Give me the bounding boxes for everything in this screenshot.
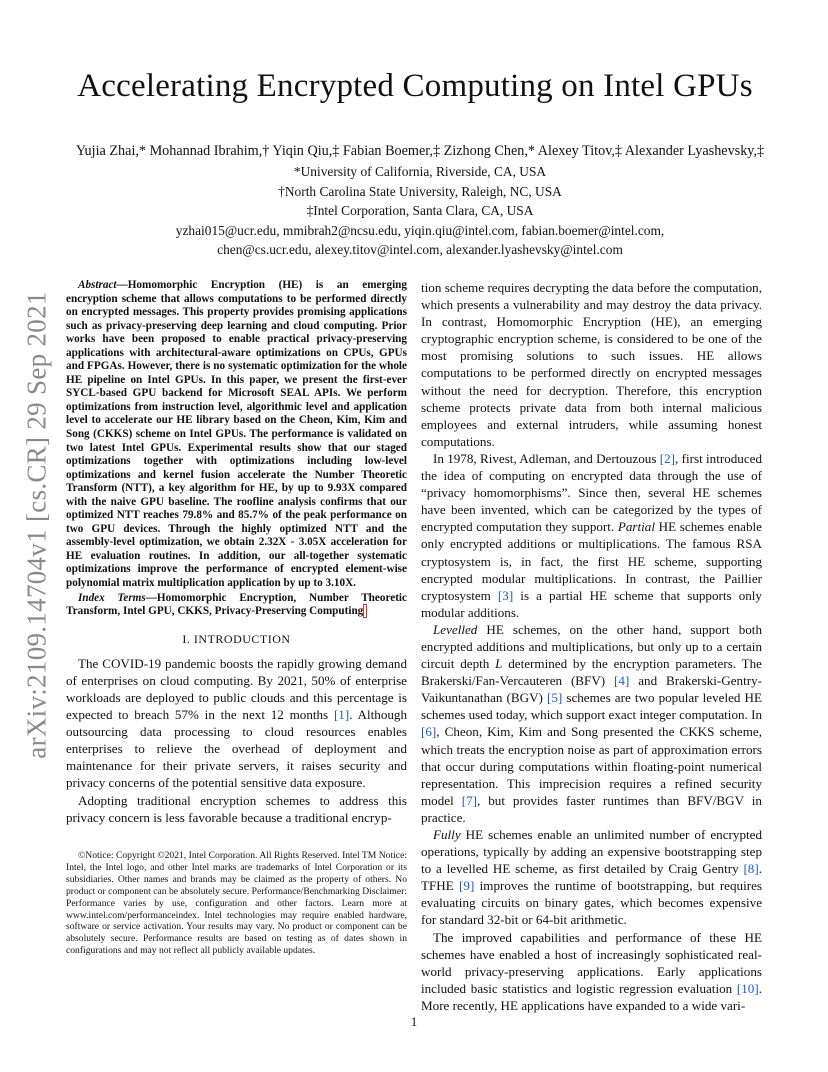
citation-link[interactable]: [6] — [421, 724, 437, 740]
right-paragraph-4: Fully HE schemes enable an unlimited number of encrypted operations, typically by adding an expensive bootstrapping step to a levelled HE scheme, as first detailed by Craig Gentry [8]. TFHE [9] improves the runtime of bootstrapping, but requires evaluating circuits on binary gates, which becomes expensive for standard 32-bit or 64-bit arithmetic. — [421, 827, 762, 928]
notice-text: ©Notice: Copyright ©2021, Intel Corporation. All Rights Reserved. Intel TM Notice: Intel, the Intel logo, and other Intel marks are trademarks of Intel Corporation or its subsidiaries. Other names and brands may be claimed as the property of others. No product or component can be absolutely secure. Performance/Benchmarking Disclaimer: Performance varies by use, configuration and other factors. Learn more at www.intel.com/performanceindex. Intel technologies may require enabled hardware, software or service activation. Your results may vary. No product or component can be absolutely secure. Performance results are based on testing as of dates shown in configurations and may not reflect all publicly available updates. — [66, 850, 407, 957]
paper-title: Accelerating Encrypted Computing on Intel GPUs — [77, 68, 753, 104]
section-heading-introduction: I. INTRODUCTION — [182, 631, 291, 646]
right-paragraph-5: The improved capabilities and performance of these HE schemes have enabled a host of increasingly sophisticated real-world privacy-preserving applications. Early applications included basic statistics and logistic regression evaluation [10]. More recently, HE applications have expanded to a wide vari- — [421, 929, 762, 1013]
citation-link[interactable]: [3] — [497, 587, 514, 603]
page-number: 1 — [410, 1014, 418, 1029]
citation-link[interactable]: [5] — [546, 690, 563, 706]
right-column — [421, 279, 762, 1014]
abstract-text: —Homomorphic Encryption (HE) is an emerging encryption scheme that allows computations to be performed directly on encrypted messages. This property provides promising applications such as privacy-preserving deep learning and cloud computing. Prior works have been proposed to enable practical privacy-preserving applications with architectural-aware optimizations on CPUs, GPUs and FPGAs. However, there is no systematic optimization for the whole HE pipeline on Intel GPUs. In this paper, we present the first-ever SYCL-based GPU backend for Microsoft SEAL APIs. We perform optimizations from instruction level, algorithmic level and application level to accelerate our HE library based on the Cheon, Kim, Kim and Song (CKKS) scheme on Intel GPUs. The performance is validated on two latest Intel GPUs. Experimental results show that our staged optimizations together with optimizations including low-level optimizations and kernel fusion accelerate the Number Theoretic Transform (NTT), a key algorithm for HE, by up to 9.93X compared with the naive GPU baseline. The roofline analysis confirms that our optimized NTT reaches 79.8% and 85.7% of the peak performance on two GPU devices. Through the highly optimized NTT and the assembly-level optimization, we obtain 2.32X - 3.05X acceleration for HE evaluation routines. In addition, our all-together systematic optimizations improve the performance of encrypted element-wise polynomial matrix multiplication application by up to 3.10X. — [66, 279, 407, 590]
copyright-notice — [66, 850, 407, 957]
left-column — [66, 279, 407, 826]
affiliation-ucr: *University of California, Riverside, CA, USA — [293, 164, 547, 179]
citation-link[interactable]: [2] — [659, 450, 676, 466]
citation-link[interactable]: [9] — [459, 878, 475, 894]
index-terms — [66, 592, 407, 619]
right-paragraph-1: tion scheme requires decrypting the data before the computation, which presents a vulnerability and may destroy the data privacy. In contrast, Homomorphic Encryption (HE), an emerging cryptographic encryption scheme, is considered to be one of the most promising solutions to such issues. HE allows computations to be performed directly on encrypted messages without the need for decryption. Therefore, this encryption scheme protects private data from both internal malicious employees and external intruders, while assuming honest computations. — [421, 280, 762, 449]
citation-link[interactable]: [7] — [461, 792, 477, 808]
affiliation-intel: ‡Intel Corporation, Santa Clara, CA, USA — [306, 203, 534, 218]
author-block — [40, 140, 800, 260]
affiliation-ncsu: †North Carolina State University, Raleigh, NC, USA — [278, 183, 562, 199]
author-emails-line-1: yzhai015@ucr.edu, mmibrah2@ncsu.edu, yiqin.qiu@intel.com, fabian.boemer@intel.com, — [175, 222, 665, 238]
abstract — [66, 279, 407, 591]
abstract-label: Abstract — [78, 279, 117, 291]
citation-link[interactable]: [4] — [614, 673, 630, 689]
citation-link[interactable]: [10] — [736, 980, 759, 996]
arxiv-id-label: arXiv:2109.14704v1 [cs.CR] 29 Sep 2021 — [21, 291, 52, 759]
right-paragraph-2: In 1978, Rivest, Adleman, and Dertouzous [2], first introduced the idea of computing on encrypted data through the use of “privacy homomorphisms”. Since then, several HE schemes have been invented, which can be categorized by the types of encrypted computation they support. Partial HE schemes enable only encrypted additions or multiplications. The famous RSA cryptosystem is, in fact, the first HE scheme, supporting encrypted modular multiplications. In contrast, the Paillier cryptosystem [3] is a partial HE scheme that supports only modular additions. — [421, 450, 762, 620]
intro-paragraph-2: Adopting traditional encryption schemes to address this privacy concern is less favorable because a traditional encryp- — [66, 792, 407, 825]
author-names: Yujia Zhai,* Mohannad Ibrahim,† Yiqin Qiu,‡ Fabian Boemer,‡ Zizhong Chen,* Alexey Titov,‡ Alexander Lyashevsky,‡ — [75, 143, 765, 159]
arxiv-sidebar-stamp — [22, 290, 52, 760]
right-paragraph-3: Levelled HE schemes, on the other hand, support both encrypted additions and multiplications, but only up to a certain circuit depth L determined by the encryption parameters. The Brakerski/Fan-Vercauteren (BFV) [4] and Brakerski-Gentry-Vaikuntanathan (BGV) [5] schemes are two popular leveled HE schemes used today, which support exact integer computation. In [6], Cheon, Kim, Kim and Song presented the CKKS scheme, which treats the encryption noise as part of approximation errors that occur during computations within floating-point numerical representation. This imprecision requires a refined security model [7], but provides faster runtimes than BFV/BGV in practice. — [421, 621, 763, 825]
intro-paragraph-1: The COVID-19 pandemic boosts the rapidly growing demand of enterprises on cloud computing. By 2021, 50% of enterprise workloads are deployed to public clouds and this percentage is expected to breach 57% in the next 12 months [1]. Although outsourcing data processing to cloud resources enables enterprises to relieve the overhead of deployment and maintenance for their private servers, it raises security and privacy concerns of the potential sensitive data exposure. — [66, 655, 408, 791]
author-emails-line-2: chen@cs.ucr.edu, alexey.titov@intel.com, alexander.lyashevsky@intel.com — [217, 242, 623, 257]
citation-link[interactable]: [1] — [333, 707, 350, 723]
citation-link[interactable]: [8] — [743, 861, 759, 877]
index-terms-text: —Homomorphic Encryption, Number Theoretic Transform, Intel GPU, CKKS, Privacy-Preserving Computing — [66, 591, 407, 618]
index-terms-label: Index Terms — [78, 591, 146, 604]
